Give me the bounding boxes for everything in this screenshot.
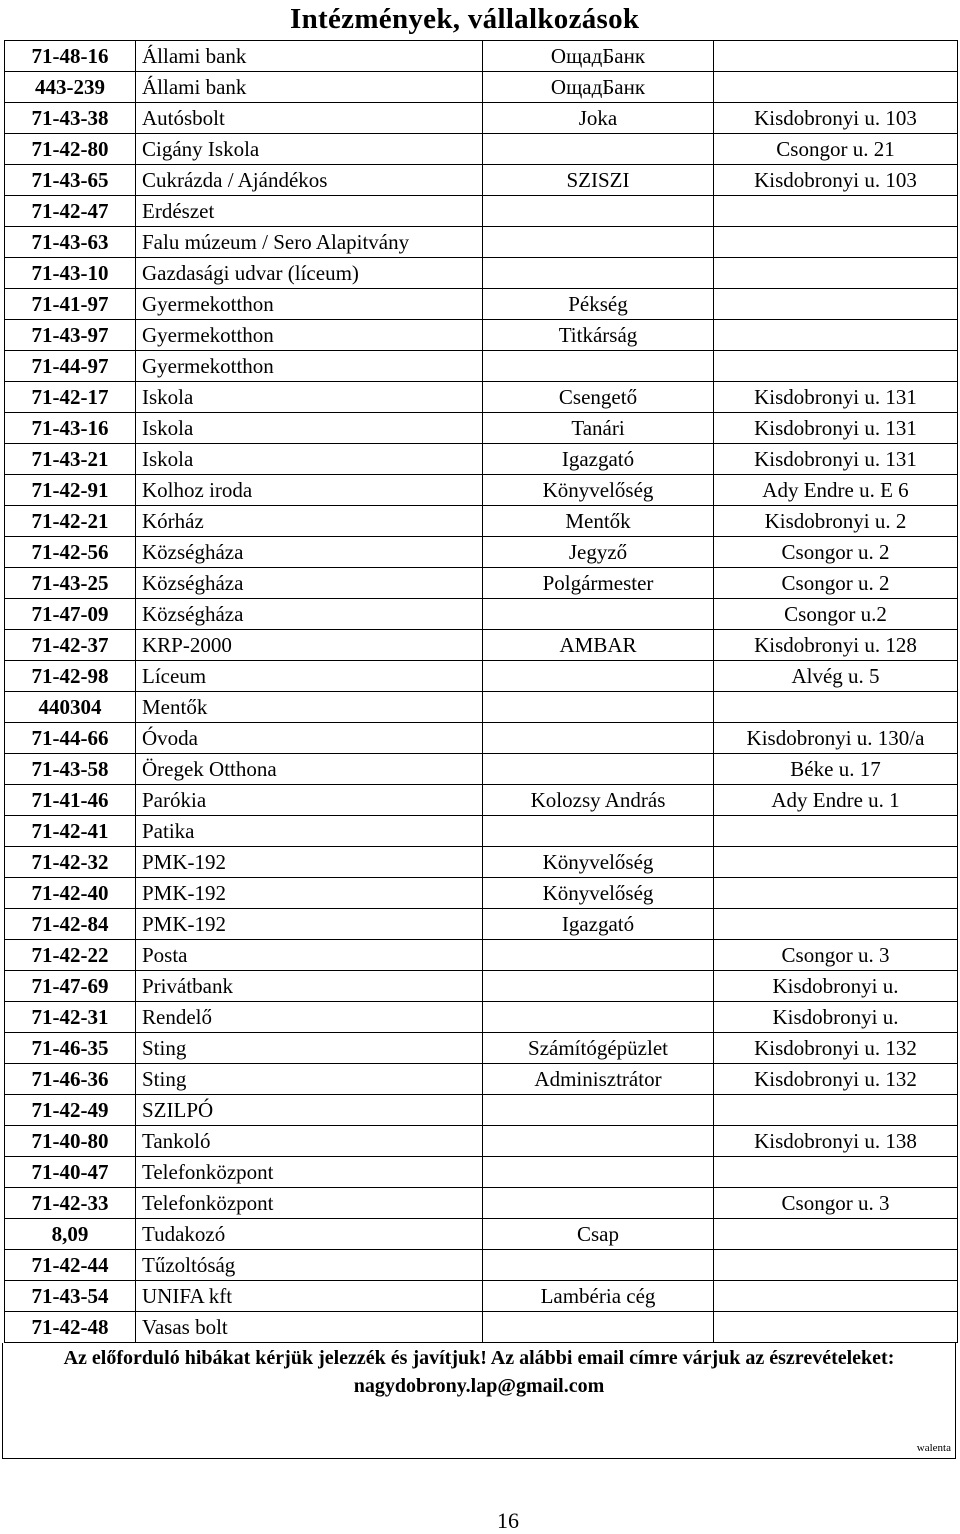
department-cell [483,1250,714,1281]
signature: walenta [916,1442,951,1454]
phone-number-cell: 443-239 [5,72,136,103]
table-row [5,413,958,444]
table-row [5,1033,958,1064]
institution-name-cell: Gyermekotthon [136,289,483,320]
address-cell: Béke u. 17 [714,754,958,785]
department-cell: Polgármester [483,568,714,599]
institution-name-cell: Sting [136,1033,483,1064]
department-cell: Csap [483,1219,714,1250]
address-cell: Alvég u. 5 [714,661,958,692]
department-cell [483,1157,714,1188]
phone-number-cell: 71-42-31 [5,1002,136,1033]
institution-name-cell: PMK-192 [136,847,483,878]
address-cell [714,227,958,258]
table-row [5,258,958,289]
department-cell: Könyvelőség [483,847,714,878]
institution-name-cell: KRP-2000 [136,630,483,661]
phone-number-cell: 71-47-09 [5,599,136,630]
phone-number-cell: 71-43-97 [5,320,136,351]
institution-name-cell: Tudakozó [136,1219,483,1250]
table-row [5,754,958,785]
table-row [5,692,958,723]
phone-number-cell: 71-47-69 [5,971,136,1002]
address-cell: Kisdobronyi u. 131 [714,382,958,413]
phone-number-cell: 71-42-98 [5,661,136,692]
institution-name-cell: Óvoda [136,723,483,754]
department-cell: Lambéria cég [483,1281,714,1312]
institution-name-cell: Sting [136,1064,483,1095]
phone-number-cell: 71-46-36 [5,1064,136,1095]
table-row [5,320,958,351]
address-cell: Kisdobronyi u. [714,971,958,1002]
phone-number-cell: 71-42-47 [5,196,136,227]
table-row [5,1312,958,1343]
department-cell: ОщадБанк [483,41,714,72]
institution-name-cell: UNIFA kft [136,1281,483,1312]
table-row [5,1250,958,1281]
directory-table-body [5,41,958,1343]
address-cell: Csongor u. 21 [714,134,958,165]
phone-number-cell: 71-48-16 [5,41,136,72]
table-row [5,1281,958,1312]
table-row [5,630,958,661]
table-row [5,568,958,599]
institution-name-cell: Kolhoz iroda [136,475,483,506]
phone-number-cell: 71-43-54 [5,1281,136,1312]
institution-name-cell: Öregek Otthona [136,754,483,785]
institution-name-cell: PMK-192 [136,909,483,940]
department-cell [483,1095,714,1126]
phone-number-cell: 71-43-10 [5,258,136,289]
address-cell [714,289,958,320]
address-cell: Kisdobronyi u. 131 [714,444,958,475]
institution-name-cell: Községháza [136,599,483,630]
phone-number-cell: 71-41-97 [5,289,136,320]
phone-number-cell: 71-43-65 [5,165,136,196]
page-title: Intézmények, vállalkozások [290,3,640,35]
department-cell [483,816,714,847]
department-cell [483,1126,714,1157]
footer-note: Az előforduló hibákat kérjük jelezzék és javítjuk! Az alábbi email címre várjuk az észrevételeket: [63,1347,895,1369]
phone-number-cell: 71-42-91 [5,475,136,506]
table-row [5,72,958,103]
address-cell [714,1312,958,1343]
institution-name-cell: Vasas bolt [136,1312,483,1343]
address-cell: Kisdobronyi u. 132 [714,1064,958,1095]
table-row [5,599,958,630]
phone-number-cell: 71-42-22 [5,940,136,971]
table-row [5,444,958,475]
department-cell [483,351,714,382]
phone-number-cell: 71-42-41 [5,816,136,847]
department-cell [483,971,714,1002]
department-cell [483,1002,714,1033]
department-cell [483,196,714,227]
phone-number-cell: 71-43-38 [5,103,136,134]
phone-number-cell: 71-42-44 [5,1250,136,1281]
title-row [2,0,958,40]
department-cell: Mentők [483,506,714,537]
table-row [5,847,958,878]
phone-number-cell: 71-40-80 [5,1126,136,1157]
address-cell [714,258,958,289]
table-row [5,1064,958,1095]
department-cell [483,940,714,971]
phone-number-cell: 71-42-37 [5,630,136,661]
address-cell: Kisdobronyi u. 131 [714,413,958,444]
address-cell: Kisdobronyi u. 2 [714,506,958,537]
table-row [5,1188,958,1219]
table-row [5,816,958,847]
department-cell [483,723,714,754]
table-row [5,227,958,258]
footer-box [2,1343,956,1459]
phone-number-cell: 71-42-40 [5,878,136,909]
department-cell [483,692,714,723]
table-row [5,1219,958,1250]
institution-name-cell: Iskola [136,444,483,475]
department-cell: Tanári [483,413,714,444]
table-row [5,1095,958,1126]
phone-number-cell: 71-42-21 [5,506,136,537]
table-row [5,971,958,1002]
department-cell [483,1312,714,1343]
address-cell [714,1157,958,1188]
phone-number-cell: 71-42-32 [5,847,136,878]
institution-name-cell: Erdészet [136,196,483,227]
department-cell: Könyvelőség [483,475,714,506]
table-row [5,785,958,816]
table-row [5,1157,958,1188]
department-cell: Titkárság [483,320,714,351]
institution-name-cell: Mentők [136,692,483,723]
institution-name-cell: Tankoló [136,1126,483,1157]
department-cell: Kolozsy András [483,785,714,816]
address-cell: Csongor u. 3 [714,1188,958,1219]
table-row [5,661,958,692]
institution-name-cell: Cukrázda / Ajándékos [136,165,483,196]
institution-name-cell: Gyermekotthon [136,320,483,351]
institution-name-cell: Gyermekotthon [136,351,483,382]
address-cell [714,320,958,351]
institution-name-cell: Községháza [136,568,483,599]
department-cell: Jegyző [483,537,714,568]
department-cell [483,661,714,692]
address-cell: Kisdobronyi u. 138 [714,1126,958,1157]
address-cell [714,692,958,723]
phone-number-cell: 71-42-33 [5,1188,136,1219]
address-cell: Kisdobronyi u. 103 [714,165,958,196]
institution-name-cell: Telefonközpont [136,1157,483,1188]
phone-number-cell: 71-43-58 [5,754,136,785]
department-cell [483,754,714,785]
department-cell: Igazgató [483,909,714,940]
institution-name-cell: Posta [136,940,483,971]
table-row [5,351,958,382]
phone-number-cell: 440304 [5,692,136,723]
address-cell: Csongor u. 2 [714,537,958,568]
institution-name-cell: SZILPÓ [136,1095,483,1126]
address-cell [714,847,958,878]
phone-number-cell: 71-43-25 [5,568,136,599]
institution-name-cell: Telefonközpont [136,1188,483,1219]
institution-name-cell: Parókia [136,785,483,816]
table-row [5,506,958,537]
footer-email: nagydobrony.lap@gmail.com [353,1375,605,1397]
table-row [5,475,958,506]
table-row [5,134,958,165]
phone-number-cell: 71-44-66 [5,723,136,754]
address-cell [714,909,958,940]
institution-name-cell: Kórház [136,506,483,537]
institution-name-cell: Autósbolt [136,103,483,134]
phone-number-cell: 71-43-63 [5,227,136,258]
address-cell: Kisdobronyi u. 132 [714,1033,958,1064]
phone-number-cell: 71-40-47 [5,1157,136,1188]
table-row [5,196,958,227]
department-cell [483,1188,714,1219]
directory-table [4,40,958,1343]
table-row [5,537,958,568]
institution-name-cell: Gazdasági udvar (líceum) [136,258,483,289]
address-cell: Ady Endre u. 1 [714,785,958,816]
phone-number-cell: 71-43-21 [5,444,136,475]
institution-name-cell: Községháza [136,537,483,568]
institution-name-cell: Patika [136,816,483,847]
table-row [5,723,958,754]
department-cell: Joka [483,103,714,134]
phone-number-cell: 8,09 [5,1219,136,1250]
institution-name-cell: Tűzoltóság [136,1250,483,1281]
department-cell: Könyvelőség [483,878,714,909]
phone-number-cell: 71-43-16 [5,413,136,444]
table-row [5,878,958,909]
phone-number-cell: 71-42-56 [5,537,136,568]
department-cell: Pékség [483,289,714,320]
institution-name-cell: Privátbank [136,971,483,1002]
table-row [5,1126,958,1157]
address-cell [714,1281,958,1312]
table-row [5,41,958,72]
table-row [5,382,958,413]
department-cell: Számítógépüzlet [483,1033,714,1064]
address-cell: Csongor u. 2 [714,568,958,599]
institution-name-cell: PMK-192 [136,878,483,909]
institution-name-cell: Iskola [136,413,483,444]
department-cell: Adminisztrátor [483,1064,714,1095]
institution-name-cell: Állami bank [136,72,483,103]
department-cell [483,258,714,289]
institution-name-cell: Rendelő [136,1002,483,1033]
address-cell [714,1219,958,1250]
department-cell: Csengető [483,382,714,413]
address-cell [714,41,958,72]
page-number: 16 [497,1508,519,1533]
table-row [5,289,958,320]
institution-name-cell: Líceum [136,661,483,692]
address-cell [714,72,958,103]
address-cell [714,351,958,382]
address-cell [714,1250,958,1281]
directory-page [2,0,958,1339]
department-cell: ОщадБанк [483,72,714,103]
department-cell: AMBAR [483,630,714,661]
department-cell [483,227,714,258]
institution-name-cell: Falu múzeum / Sero Alapitvány [136,227,483,258]
phone-number-cell: 71-42-84 [5,909,136,940]
department-cell: Igazgató [483,444,714,475]
department-cell: SZISZI [483,165,714,196]
phone-number-cell: 71-44-97 [5,351,136,382]
phone-number-cell: 71-42-80 [5,134,136,165]
address-cell: Csongor u. 3 [714,940,958,971]
institution-name-cell: Cigány Iskola [136,134,483,165]
address-cell: Ady Endre u. E 6 [714,475,958,506]
address-cell [714,196,958,227]
address-cell: Kisdobronyi u. [714,1002,958,1033]
phone-number-cell: 71-41-46 [5,785,136,816]
department-cell [483,134,714,165]
phone-number-cell: 71-42-48 [5,1312,136,1343]
address-cell: Kisdobronyi u. 128 [714,630,958,661]
address-cell [714,878,958,909]
department-cell [483,599,714,630]
table-row [5,1002,958,1033]
institution-name-cell: Állami bank [136,41,483,72]
table-row [5,940,958,971]
table-row [5,103,958,134]
phone-number-cell: 71-46-35 [5,1033,136,1064]
phone-number-cell: 71-42-17 [5,382,136,413]
address-cell: Kisdobronyi u. 103 [714,103,958,134]
table-row [5,909,958,940]
phone-number-cell: 71-42-49 [5,1095,136,1126]
institution-name-cell: Iskola [136,382,483,413]
address-cell [714,816,958,847]
address-cell: Csongor u.2 [714,599,958,630]
address-cell [714,1095,958,1126]
table-row [5,165,958,196]
address-cell: Kisdobronyi u. 130/a [714,723,958,754]
